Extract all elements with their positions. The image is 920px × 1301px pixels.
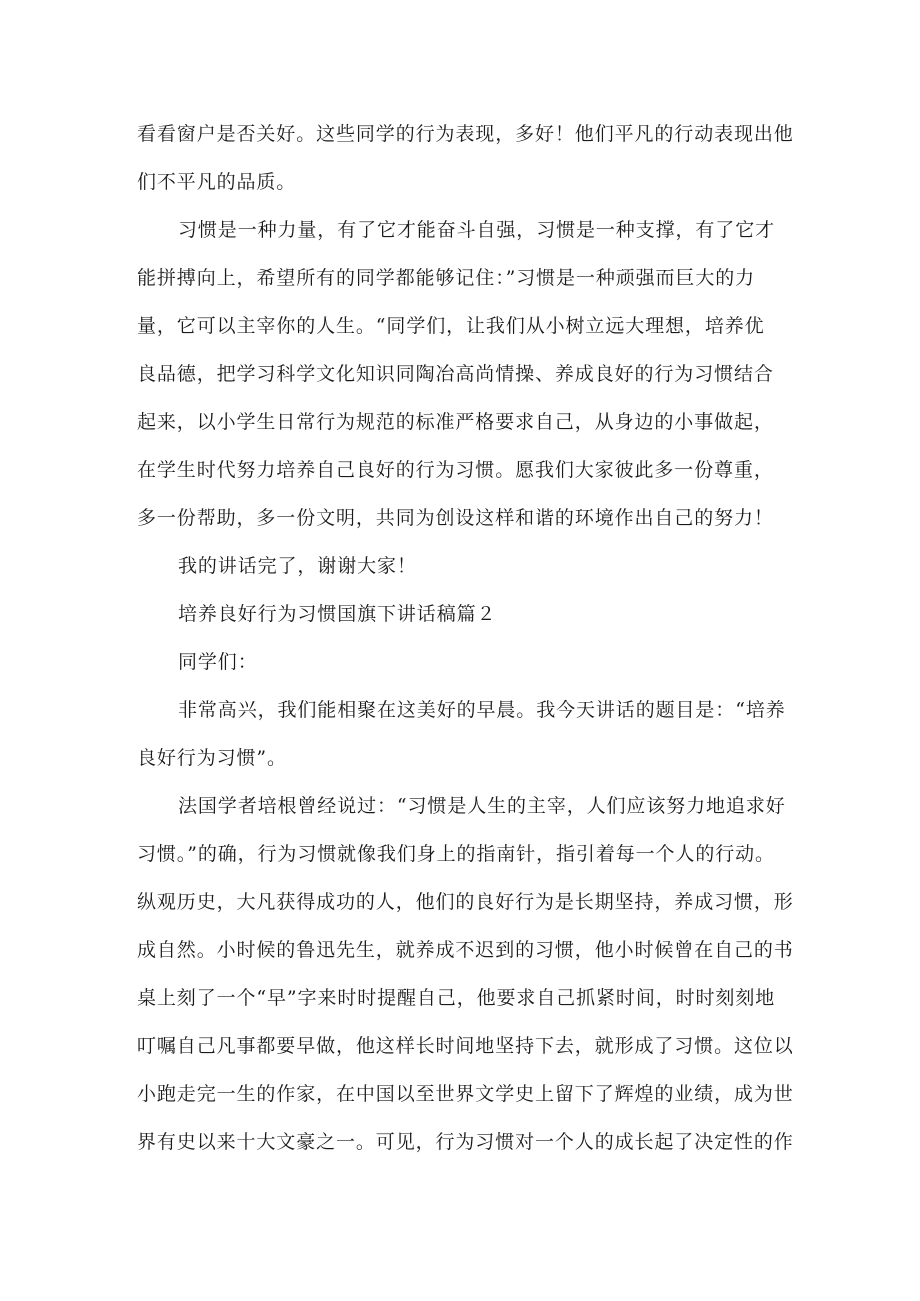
text-line: 在学生时代努力培养自己良好的行为习惯。愿我们大家彼此多一份尊重， bbox=[137, 459, 774, 481]
salutation: 同学们： bbox=[178, 651, 258, 673]
text-line: 小跑走完一生的作家，在中国以至世界文学史上留下了辉煌的业绩，成为世 bbox=[137, 1083, 794, 1105]
text-line: 良好行为习惯”。 bbox=[137, 747, 287, 769]
text-line: 界有史以来十大文豪之一。可见，行为习惯对一个人的成长起了决定性的作 bbox=[137, 1131, 794, 1153]
text-line: 多一份帮助，多一份文明，共同为创设这样和谐的环境作出自己的努力！ bbox=[137, 507, 774, 529]
text-line: 习惯。”的确，行为习惯就像我们身上的指南针，指引着每一个人的行动。 bbox=[137, 843, 775, 865]
text-line: 起来，以小学生日常行为规范的标准严格要求自己，从身边的小事做起， bbox=[137, 411, 774, 433]
text-line: 成自然。小时候的鲁迅先生，就养成不迟到的习惯，他小时候曾在自己的书 bbox=[137, 939, 794, 961]
paragraph-first-line: 非常高兴，我们能相聚在这美好的早晨。我今天讲话的题目是：“培养 bbox=[178, 699, 786, 721]
text-line: 良品德，把学习科学文化知识同陶冶高尚情操、养成良好的行为习惯结合 bbox=[137, 363, 774, 385]
section-title: 培养良好行为习惯国旗下讲话稿篇２ bbox=[178, 603, 497, 625]
text-line: 量，它可以主宰你的人生。“同学们，让我们从小树立远大理想，培养优 bbox=[137, 315, 765, 337]
text-line: 纵观历史，大凡获得成功的人，他们的良好行为是长期坚持，养成习惯，形 bbox=[137, 891, 794, 913]
text-line: 看看窗户是否关好。这些同学的行为表现，多好！他们平凡的行动表现出他 bbox=[137, 123, 794, 145]
text-line: 桌上刻了一个“早”字来时时提醒自己，他要求自己抓紧时间，时时刻刻地 bbox=[137, 987, 776, 1009]
paragraph-first-line: 法国学者培根曾经说过：“习惯是人生的主宰，人们应该努力地追求好 bbox=[178, 795, 786, 817]
text-line: 们不平凡的品质。 bbox=[137, 171, 297, 193]
closing-line: 我的讲话完了，谢谢大家！ bbox=[178, 555, 417, 577]
text-line: 叮嘱自己凡事都要早做，他这样长时间地坚持下去，就形成了习惯。这位以 bbox=[137, 1035, 794, 1057]
text-line: 能拼搏向上，希望所有的同学都能够记住：”习惯是一种顽强而巨大的力 bbox=[137, 267, 756, 289]
paragraph-first-line: 习惯是一种力量，有了它才能奋斗自强，习惯是一种支撑，有了它才 bbox=[178, 219, 776, 241]
